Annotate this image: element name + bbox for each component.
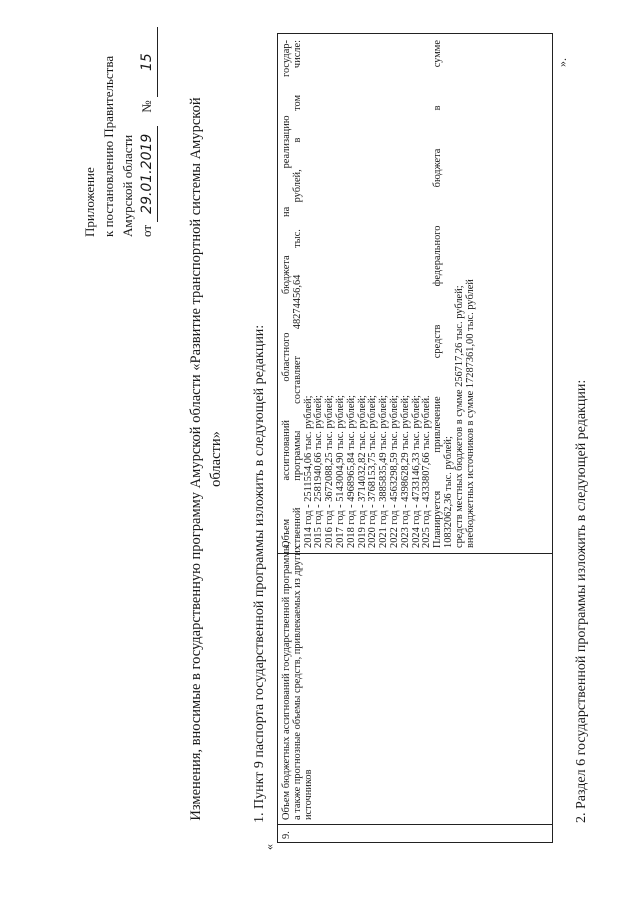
point-2-heading: 2. Раздел 6 государственной программы изложить в следующей редакции:: [574, 379, 589, 823]
year-line: 2014 год - 2511554,06 тыс. рублей;: [302, 395, 314, 548]
value-intro-line: ственной программы составляет 48274456,64 тыс. рублей, в том числе:: [291, 40, 303, 548]
document-title-line1: Изменения, вносимые в государственную программу Амурской области «Развитие транспортной системы Амурской: [188, 97, 204, 821]
appendix-line2: Амурской области: [120, 134, 135, 237]
open-quote: «: [262, 844, 276, 850]
year-line: 2016 год - 3672088,25 тыс. рублей;: [324, 395, 336, 548]
federal-line: Планируется привлечение средств федерального бюджета в сумме: [432, 40, 444, 548]
year-line: 2023 год - 4398628,29 тыс. рублей;: [399, 395, 411, 548]
document-title-line2: области»: [208, 431, 224, 487]
table-divider-2: [278, 553, 552, 554]
year-line: 2024 год - 4733146,33 тыс. рублей;: [410, 395, 422, 548]
year-line: 2022 год - 4563298,59 тыс. рублей;: [388, 395, 400, 548]
year-line: 2019 год - 3714032,82 тыс. рублей;: [356, 395, 368, 548]
appendix-block: [80, 27, 158, 237]
year-line: 2021 год - 3885835,49 тыс. рублей;: [378, 395, 390, 548]
date-prefix: от: [139, 224, 154, 237]
label-line: Объем бюджетных ассигнований государственной программы,: [281, 541, 292, 820]
extra-budget-line: внебюджетных источников в сумме 17287361,00 тыс. рублей: [464, 279, 476, 548]
document-title: [186, 79, 226, 839]
passport-table: [277, 33, 553, 843]
label-line: источников: [302, 769, 314, 820]
appendix-date-row: [137, 27, 158, 237]
close-quote: ».: [555, 58, 569, 67]
appendix-line1: к постановлению Правительства: [101, 55, 116, 237]
local-budget-line: средств местных бюджетов в сумме 256717,26 тыс. рублей;: [453, 285, 465, 548]
label-line: а также прогнозные объемы средств, привлекаемых из других: [291, 545, 303, 820]
year-line: 2015 год - 2581940,66 тыс. рублей;: [313, 395, 325, 548]
year-line: 2025 год - 4333807,66 тыс. рублей.: [421, 395, 433, 548]
number-value: 15: [138, 27, 158, 97]
table-divider-1: [278, 824, 552, 825]
date-value: 29.01.2019: [138, 126, 158, 222]
label-cell: [281, 541, 314, 820]
value-intro-line: Объем ассигнований областного бюджета на реализацию государ-: [281, 40, 292, 548]
federal-line: 10832062,36 тыс. рублей;: [442, 436, 454, 548]
number-label: №: [139, 100, 154, 113]
year-line: 2017 год - 5143004,90 тыс. рублей;: [334, 395, 346, 548]
value-cell: [282, 40, 476, 548]
point-1-heading: 1. Пункт 9 паспорта государственной программы изложить в следующей редакции:: [252, 324, 267, 823]
row-number: 9.: [281, 831, 292, 839]
year-line: 2020 год - 3768153,75 тыс. рублей;: [367, 395, 379, 548]
year-line: 2018 год - 4968965,84 тыс. рублей;: [345, 395, 357, 548]
appendix-title: Приложение: [82, 167, 97, 237]
